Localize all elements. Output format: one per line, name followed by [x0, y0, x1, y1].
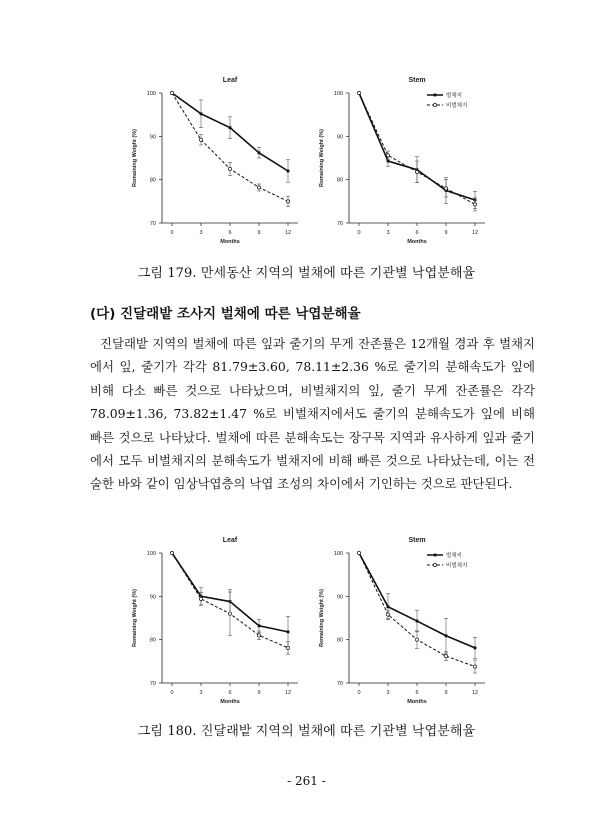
legend-marker	[433, 563, 436, 566]
data-point	[257, 634, 260, 637]
y-tick-label: 90	[336, 134, 343, 141]
legend-marker	[434, 94, 437, 97]
x-tick-label: 6	[228, 230, 232, 236]
data-point	[444, 187, 447, 190]
x-tick-label: 9	[257, 690, 261, 696]
y-tick-label: 80	[336, 177, 343, 184]
y-tick-label: 80	[149, 177, 156, 184]
data-point	[445, 634, 448, 637]
y-tick-label: 90	[336, 594, 343, 601]
chart-title: Leaf	[222, 77, 238, 84]
data-point	[357, 551, 360, 554]
data-point	[200, 112, 203, 115]
y-tick-label: 80	[336, 637, 343, 644]
data-point	[387, 160, 390, 163]
x-axis-title: Months	[220, 699, 240, 705]
data-point	[228, 612, 231, 615]
y-tick-label: 70	[149, 221, 156, 227]
y-axis-title: Remaining Weight (%)	[132, 589, 138, 647]
x-tick-label: 12	[284, 690, 292, 696]
data-point	[170, 551, 173, 554]
x-tick-label: 6	[228, 690, 232, 696]
x-tick-label: 0	[357, 690, 361, 696]
figure-180-caption: 그림 180. 진달래밭 지역의 벌채에 따른 기관별 낙엽분해율	[137, 724, 476, 739]
data-point	[415, 638, 418, 641]
data-point	[387, 605, 390, 608]
legend-label: 벌채지	[446, 553, 462, 559]
data-point	[199, 597, 202, 600]
legend-label: 비벌채지	[446, 563, 468, 569]
x-tick-label: 12	[471, 690, 479, 696]
y-tick-label: 70	[149, 681, 156, 687]
y-tick-label: 70	[336, 681, 343, 687]
x-tick-label: 9	[444, 690, 448, 696]
series-line-logged	[359, 93, 475, 200]
y-axis-title: Remaining Weight (%)	[319, 129, 325, 187]
body-paragraph: 진달래밭 지역의 벌채에 따른 잎과 줄기의 무게 잔존률은 12개월 경과 후 벌채지에서 잎, 줄기가 각각 81.79±3.60, 78.11±2.36 %로 줄기의 분해속도가 잎에 비해 다소 빠른 것으로 나타났으며, 비벌채지의 잎, 줄기 무게 잔존률은 각각 78.09±1.36, 73.82±1.47 %로 비벌채지에서도 줄기의 분해속도가 잎에 비해 빠른 것으로 나타났다. 벌채에 따른 분해속도는 장구목 지역과 유사하게 잎과 줄기에서 모두 비벌채지의 분해속도가 벌채지에 비해 빠른 것으로 나타났는데, 이는 전술한 바와 같이 임상낙엽층의 낙엽 조성의 차이에서 기인하는 것으로 판단된다.	[90, 336, 535, 492]
x-axis-title: Months	[407, 239, 427, 245]
figure-179-caption: 그림 179. 만세동산 지역의 벌채에 따른 기관별 낙엽분해율	[137, 266, 476, 281]
x-tick-label: 3	[199, 690, 203, 696]
data-point	[170, 91, 173, 94]
legend-label: 비벌채지	[446, 103, 468, 109]
series-line-unlogged	[359, 553, 475, 667]
data-point	[357, 91, 360, 94]
x-tick-label: 0	[170, 230, 174, 236]
fig179-stem-chart	[305, 70, 500, 250]
chart-title: Stem	[408, 77, 426, 84]
legend-marker	[433, 103, 436, 106]
data-point	[415, 170, 418, 173]
y-tick-label: 80	[149, 637, 156, 644]
data-point	[257, 186, 260, 189]
y-tick-label: 100	[333, 91, 343, 97]
chart-title: Leaf	[222, 537, 238, 544]
data-point	[416, 620, 419, 623]
data-point	[258, 624, 261, 627]
series-line-unlogged	[359, 93, 475, 204]
x-axis-title: Months	[220, 239, 240, 245]
data-point	[258, 151, 261, 154]
data-point	[287, 170, 290, 173]
x-tick-label: 12	[284, 230, 292, 236]
x-tick-label: 12	[471, 230, 479, 236]
y-tick-label: 90	[149, 134, 156, 141]
data-point	[444, 655, 447, 658]
data-point	[199, 138, 202, 141]
chart-title: Stem	[408, 537, 426, 544]
y-tick-label: 90	[149, 594, 156, 601]
data-point	[386, 613, 389, 616]
x-tick-label: 3	[199, 230, 203, 236]
data-point	[473, 665, 476, 668]
y-tick-label: 100	[333, 551, 343, 557]
series-line-unlogged	[172, 93, 288, 201]
data-point	[286, 646, 289, 649]
fig180-stem-chart	[305, 530, 500, 710]
x-tick-label: 9	[257, 230, 261, 236]
data-point	[287, 630, 290, 633]
y-tick-label: 100	[146, 91, 156, 97]
y-axis-title: Remaining Weight (%)	[132, 129, 138, 187]
y-tick-label: 70	[336, 221, 343, 227]
x-tick-label: 3	[386, 690, 390, 696]
x-tick-label: 3	[386, 230, 390, 236]
data-point	[229, 126, 232, 129]
data-point	[286, 200, 289, 203]
data-point	[474, 647, 477, 650]
legend-marker	[434, 554, 437, 557]
x-tick-label: 0	[357, 230, 361, 236]
data-point	[386, 154, 389, 157]
fig180-leaf-chart	[118, 530, 303, 710]
legend-label: 벌채지	[446, 93, 462, 99]
data-point	[473, 203, 476, 206]
section-heading: (다) 진달래밭 조사지 벌채에 따른 낙엽분해율	[90, 306, 361, 322]
fig179-leaf-chart	[118, 70, 303, 250]
data-point	[228, 167, 231, 170]
page-number: - 261 -	[287, 774, 326, 788]
x-tick-label: 6	[415, 230, 419, 236]
x-axis-title: Months	[407, 699, 427, 705]
x-tick-label: 0	[170, 690, 174, 696]
x-tick-label: 9	[444, 230, 448, 236]
y-tick-label: 100	[146, 551, 156, 557]
y-axis-title: Remaining Weight (%)	[319, 589, 325, 647]
x-tick-label: 6	[415, 690, 419, 696]
